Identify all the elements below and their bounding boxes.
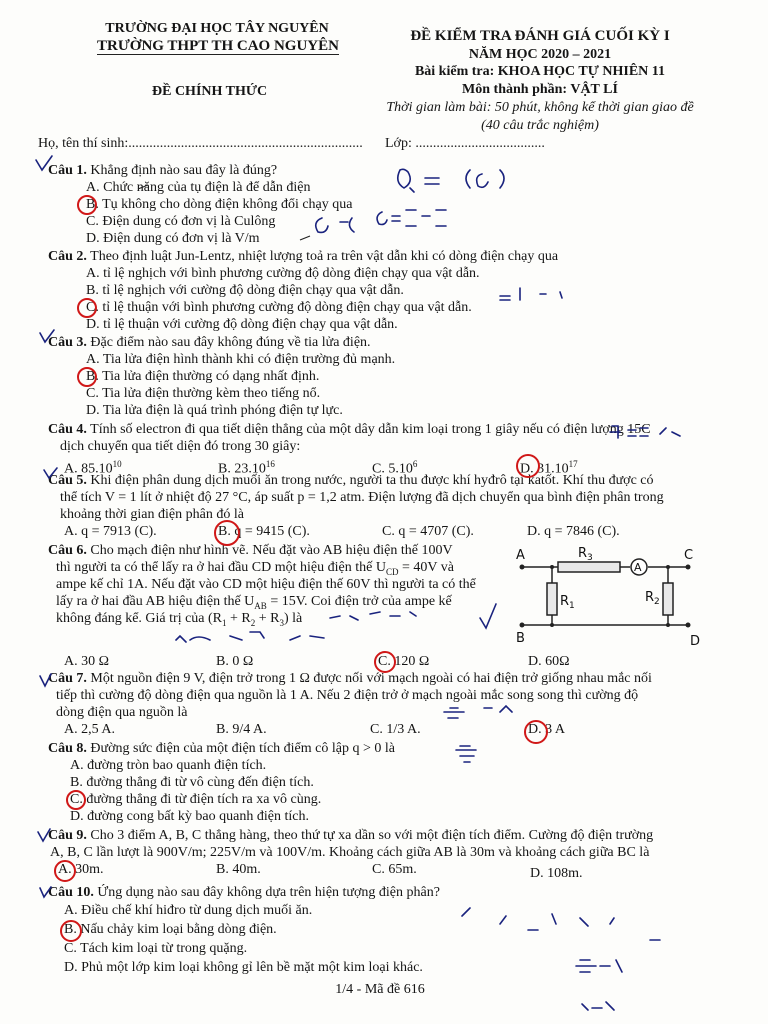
q3-option-a: A. Tia lửa điện hình thành khi có điện trường đủ mạnh. [86,352,396,367]
question-text: Ứng dụng nào sau đây không dựa trên hiện tượng điện phân? [97,885,440,900]
q10-option-b: B. Nấu chảy kim loại bằng dòng điện. [64,922,277,937]
q9-option-b: B. 40m. [216,862,261,877]
q8-option-b: B. đường thẳng đi từ vô cùng đến điện tích. [70,775,314,790]
q7-option-a: A. 2,5 A. [64,722,115,737]
q1-option-d: D. Điện dung có đơn vị là V/m [86,231,260,246]
q4-option-d: D. 31.10$^{17}$ [520,459,578,477]
q5-option-c: C. q = 4707 (C). [382,524,474,539]
answer-mark-q4 [516,454,540,478]
scribble-equals [425,178,439,184]
label-r1: $R_1$ [560,594,575,611]
answer-mark-q3 [77,367,97,387]
q6-option-b: B. 0 Ω [216,654,254,669]
label-b: B [516,631,525,646]
question-label: Câu 10. [48,885,94,900]
label-c: C [684,548,694,563]
q8-option-d: D. đường cong bất kỳ bao quanh điện tích. [70,809,309,824]
answer-mark-q1 [77,195,97,215]
q3-option-d: D. Tia lửa điện là quá trình phóng điện tự lực. [86,403,343,418]
question-6-line5: không đáng kể. Giá trị của $(R_1 + R_2 + R_3)$ là [56,611,303,628]
label-d: D [690,634,701,649]
label-r3: $R_3$ [578,546,593,563]
page-footer: 1/4 - Mã đề 616 [335,982,425,997]
question-9 [48,827,653,844]
question-text: Khẳng định nào sau đây là đúng? [90,163,278,178]
q10-option-c: C. Tách kim loại từ trong quặng. [64,941,248,956]
q5-option-b: B. q = 9415 (C). [218,524,310,539]
question-label: Câu 7. [48,671,87,686]
school-name: TRƯỜNG THPT TH CAO NGUYÊN [97,38,339,54]
question-text: Theo định luật Jun-Lentz, nhiệt lượng toả ra trên vật dẫn khi có dòng điện chạy qua [90,249,559,264]
answer-mark-q6 [374,651,396,673]
question-text: Cho mạch điện như hình vẽ. Nếu đặt vào AB hiệu điện thế 100V [90,543,453,558]
node-b [520,623,525,628]
question-5 [48,472,654,489]
question-6-line3: ampe kế chỉ 1A. Nếu đặt vào CD một hiệu điện thế 60V thì người ta có thể [56,577,476,592]
university-name: TRƯỜNG ĐẠI HỌC TÂY NGUYÊN [105,21,329,36]
question-10 [48,884,440,901]
exam-title: ĐỀ KIỂM TRA ĐÁNH GIÁ CUỐI KỲ I [410,28,670,44]
question-text: Khi điện phân dung dịch muối ăn trong nước, người ta thu được khí hyđrô tại katốt. Khí thu được có [90,473,654,488]
q8-option-a: A. đường tròn bao quanh điện tích. [70,758,267,773]
question-1 [48,162,277,179]
question-8 [48,740,395,757]
label-a: A [516,548,525,563]
question-label: Câu 9. [48,828,87,843]
question-6-line4: lấy ra ở hai đầu AB hiệu điện thế $U_{AB} = 15V$. Coi điện trở của ampe kế [56,594,452,611]
scribble-q6-work [176,632,324,642]
node-a [520,565,525,570]
circuit-diagram [508,545,708,650]
q5-option-a: A. q = 7913 (C). [64,524,157,539]
question-2 [48,248,558,265]
subject-name: Môn thành phần: VẬT LÍ [462,82,618,97]
q2-option-b: B. tỉ lệ nghịch với cường độ dòng điện chạy qua vật dẫn. [86,283,404,298]
question-label: Câu 1. [48,163,87,178]
scribble-c-brackets [466,170,504,188]
q2-option-c: C. tỉ lệ thuận với bình phương cường độ dòng điện chạy qua vật dẫn. [86,300,472,315]
question-text: Một nguồn điện 9 V, điện trở trong 1 Ω được nối với mạch ngoài có hai điện trở giống nhau mắc nối [90,671,652,686]
question-label: Câu 4. [48,422,87,437]
scribble-q8-formula [456,746,476,762]
question-5-cont2: khoảng thời gian điện phân đó là [60,507,244,522]
q10-option-d: D. Phủ một lớp kim loại không gỉ lên bề mặt một kim loại khác. [64,960,423,975]
scribble-c-units [316,218,354,232]
official-label: ĐỀ CHÍNH THỨC [152,84,268,99]
q4-option-a: A. 85.10$^{10}$ [64,459,122,477]
resistor-r2 [663,583,673,615]
question-count: (40 câu trắc nghiệm) [481,118,599,133]
question-7-cont2: dòng điện qua nguồn là [56,705,188,720]
answer-mark-q7 [524,720,548,744]
q4-option-b: B. 23.10$^{16}$ [218,459,275,477]
question-label: Câu 8. [48,741,87,756]
scribble-ratio [576,960,622,972]
question-label: Câu 2. [48,249,87,264]
answer-mark-q8 [66,790,86,810]
resistor-r3 [558,562,620,572]
answer-mark-q9 [54,860,76,882]
class-field: Lớp: ..................................... [385,136,545,151]
q6-option-a: A. 30 Ω [64,654,110,669]
q9-option-d: D. 108m. [530,866,583,881]
scribble-c-formula [377,210,446,226]
test-name: Bài kiểm tra: KHOA HỌC TỰ NHIÊN 11 [414,64,666,79]
scribble-q7-formula [444,706,512,718]
question-4 [48,421,651,438]
question-5-cont: thể tích V = 1 lít ở nhiệt độ 27 °C, áp suất p = 1,2 atm. Điện lượng đã dịch chuyển qua bình điện phân trong [60,490,664,505]
q1-option-b: B. Tụ không cho dòng điện không đổi chạy qua [86,197,353,212]
q3-option-b: B. Tia lửa điện thường có dạng nhất định. [86,369,320,384]
q2-option-a: A. tỉ lệ nghịch với bình phương cường độ dòng điện chạy qua vật dẫn. [86,266,480,281]
q7-option-d: D. 3 A [528,722,565,737]
answer-mark-q2 [77,298,97,318]
q9-option-a: A. 30m. [58,862,104,877]
tick-q6 [480,604,496,628]
q1-option-c: C. Điện dung có đơn vị là Culông [86,214,276,229]
scribble-q [398,169,414,192]
q1-option-a: A. Chức năng của tụ điện là để dẫn điện [86,180,311,195]
question-text: Đường sức điện của một điện tích điểm cô lập q > 0 là [90,741,395,756]
node-c [686,565,691,570]
node-d [686,623,691,628]
q6-option-c: C. 120 Ω [378,654,430,669]
q8-option-c: C. đường thẳng đi từ điện tích ra xa vô cùng. [70,792,322,807]
scribble-rb [582,1002,614,1010]
question-7 [48,670,652,687]
q2-option-d: D. tỉ lệ thuận với cường độ dòng điện chạy qua vật dẫn. [86,317,398,332]
q9-option-c: C. 65m. [372,862,417,877]
label-ammeter: A [634,561,642,574]
question-text: Đặc điểm nào sau đây không đúng về tia lửa điện. [90,335,371,350]
q4-option-c: C. 5.10$^6$ [372,459,418,477]
answer-mark-q5 [214,520,240,546]
question-text: Cho 3 điểm A, B, C thẳng hàng, theo thứ tự xa dần so với một điện tích điểm. Cường độ điện trường [90,828,654,843]
answer-mark-q10 [60,920,82,942]
resistor-r1 [547,583,557,615]
school-year: NĂM HỌC 2020 – 2021 [468,47,612,62]
question-4-cont: dịch chuyển qua tiết diện đó trong 30 giây: [60,439,301,454]
question-label: Câu 3. [48,335,87,350]
question-3 [48,334,371,351]
question-6-line2: thì người ta có thể lấy ra ở hai đầu CD một hiệu điện thế $U_{CD} = 40V$ và [56,560,454,577]
scribble-joule [500,288,562,300]
question-text: Tính số electron đi qua tiết diện thẳng của một dây dẫn kim loại trong 1 giây nếu có điện lượng 15C [90,422,651,437]
question-9-cont: A, B, C lần lượt là 900V/m; 225V/m và 100V/m. Khoảng cách giữa AB là 30m và khoảng cách giữa BC là [50,845,650,860]
q6-option-d: D. 60Ω [528,654,570,669]
scribble-q10-numbers [462,908,660,940]
q3-option-c: C. Tia lửa điện thường kèm theo tiếng nổ. [86,386,321,401]
question-7-cont: tiếp thì cường độ dòng điện qua nguồn là 1 A. Nếu 2 điện trở ở mạch ngoài mắc song song thì cường độ [56,688,639,703]
question-6 [48,542,453,559]
q7-option-c: C. 1/3 A. [370,722,421,737]
label-r2: $R_2$ [645,590,660,607]
q7-option-b: B. 9/4 A. [216,722,267,737]
q10-option-a: A. Điều chế khí hiđro từ dung dịch muối ăn. [64,903,313,918]
q5-option-d: D. q = 7846 (C). [527,524,620,539]
question-label: Câu 5. [48,473,87,488]
question-label: Câu 6. [48,543,87,558]
student-name-field: Họ, tên thí sinh:................................................................... [38,136,363,151]
time-allowed: Thời gian làm bài: 50 phút, không kể thời gian giao đề [386,100,694,115]
